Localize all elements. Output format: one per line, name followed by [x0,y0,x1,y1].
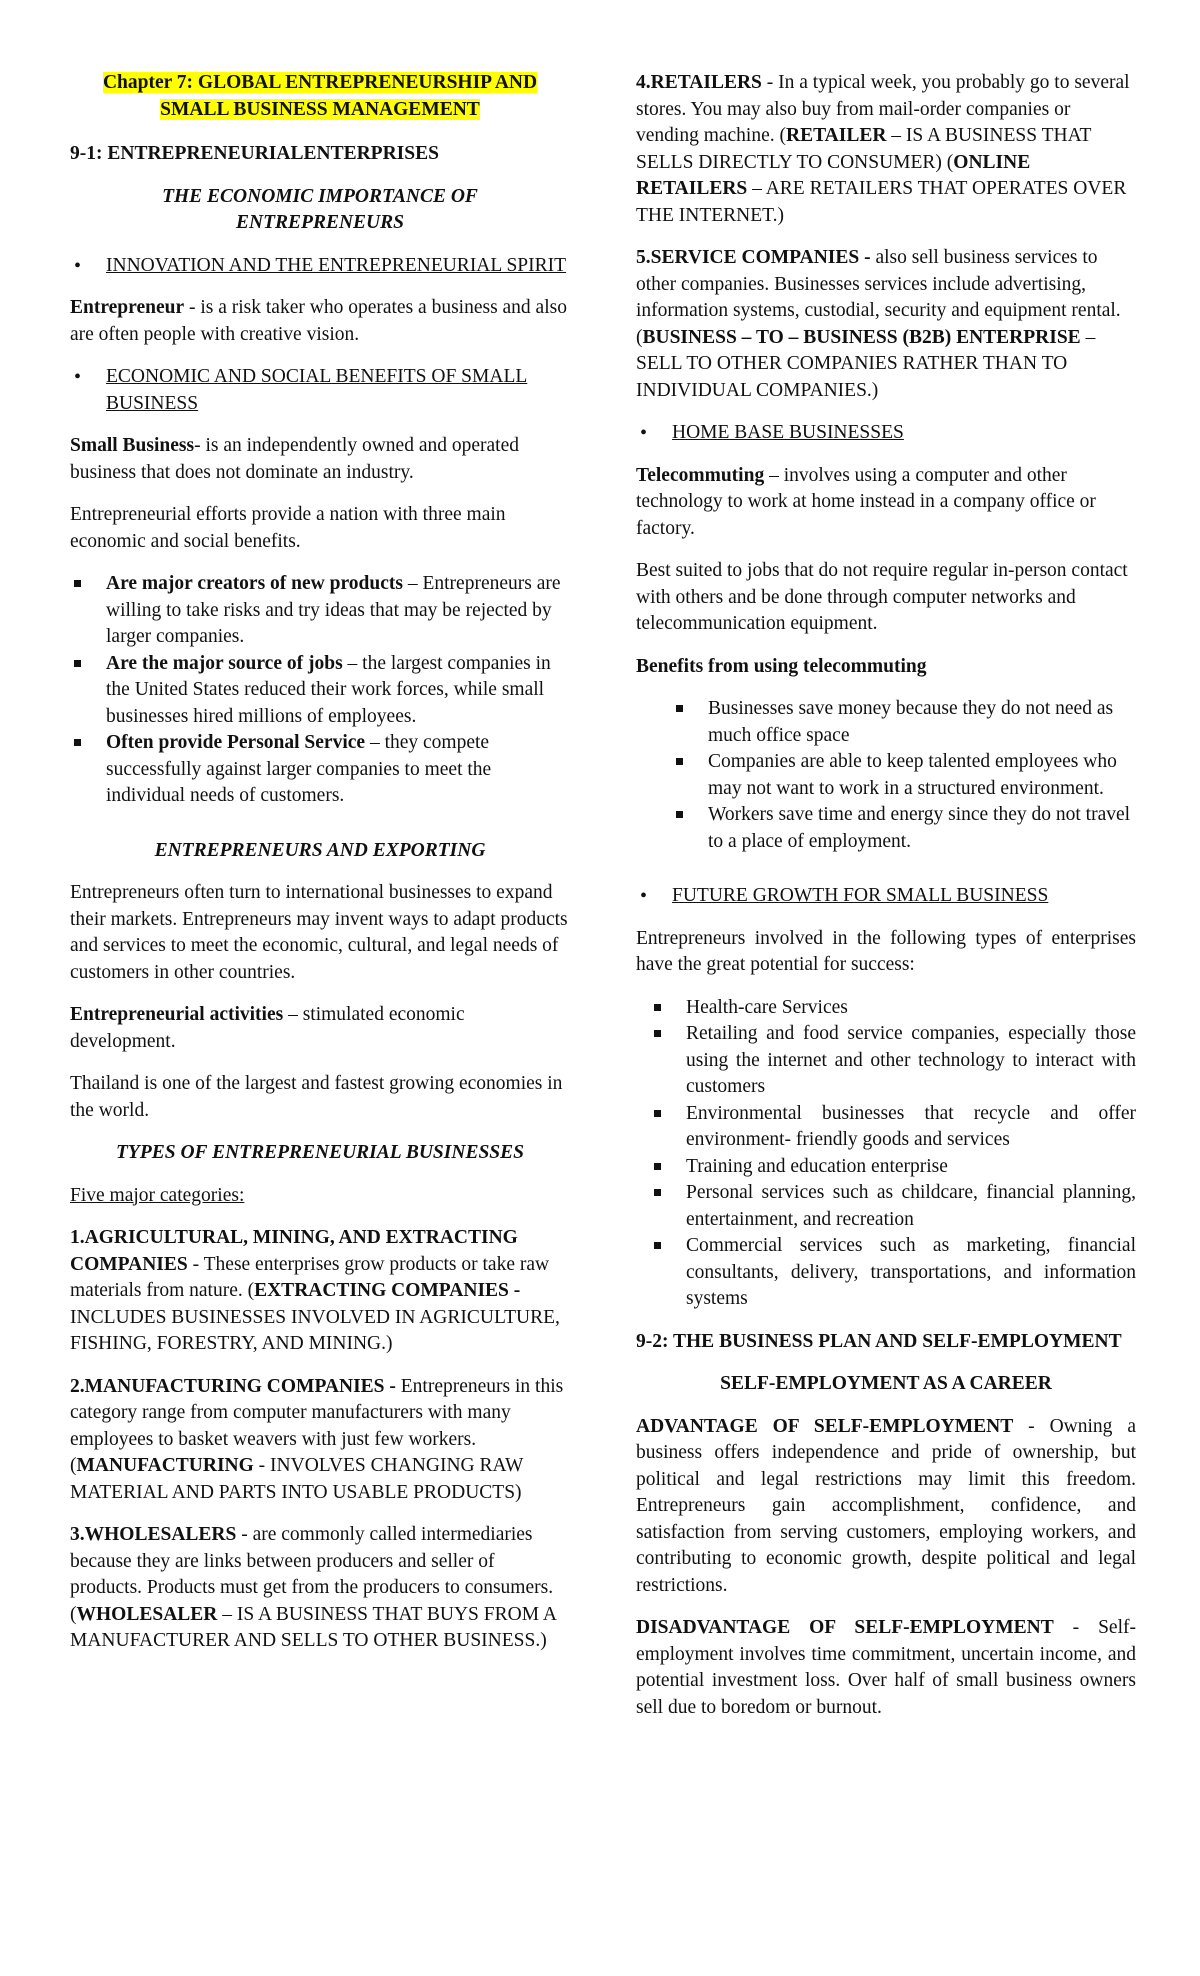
chapter-title [70,70,570,123]
thailand-paragraph: Thailand is one of the largest and fastest growing economies in the world. [70,1073,563,1121]
entrepreneurial-activities-term: Entrepreneurial activities [70,1004,284,1025]
benefit-term: Are the major source of jobs [106,652,343,674]
category-3-term-2: WHOLESALER [76,1603,218,1625]
right-column [636,70,1136,1737]
category-2-text-2: - INVOLVES CHANGING RAW MATERIAL AND PARTS INTO USABLE PRODUCTS) [70,1455,524,1503]
economic-social-list [70,364,570,417]
category-3-text: - are commonly called intermediaries because they are links between producers and seller of products. Products must get from the producers to consumers. ( [70,1524,554,1625]
disadvantage-text: - Self-employment involves time commitment, uncertain income, and potential investment loss. Over half of small business owners sell due to boredom or burnout. [636,1617,1136,1718]
disadvantage-paragraph [636,1615,1136,1721]
economic-importance-heading [70,184,570,237]
five-categories-label: Five major categories: [70,1184,245,1206]
advantage-paragraph [636,1414,1136,1600]
entrepreneur-definition [70,295,570,348]
chapter-title-line-2: SMALL BUSINESS MANAGEMENT [160,98,480,120]
telecommuting-def: – involves using a computer and other technology to work at home instead in a company office or factory. [636,464,1096,539]
list-item: Companies are able to keep talented employees who may not want to work in a structured environment. [636,749,1136,802]
category-5-text-2: – SELL TO OTHER COMPANIES RATHER THAN TO INDIVIDUAL COMPANIES.) [636,326,1096,401]
list-item: Commercial services such as marketing, financial consultants, delivery, transportations, and information systems [636,1233,1136,1313]
home-base-heading: • HOME BASE BUSINESSES [636,420,1136,447]
benefit-term: Often provide Personal Service [106,732,366,753]
advantage-text: - Owning a business offers independence and pride of ownership, but political and legal restrictions may limit this freedom. Entrepreneurs gain accomplishment, confidence, and satisfaction from serving customers, employing workers, and contributing to economic growth, despite political and legal restrictions. [636,1415,1136,1596]
telecommuting-benefits-heading: Benefits from using telecommuting [636,655,927,677]
advantage-term: ADVANTAGE OF SELF-EMPLOYMENT [636,1415,1014,1437]
category-1-term: 1.AGRICULTURAL, MINING, AND EXTRACTING COMPANIES [70,1227,518,1275]
types-heading: TYPES OF ENTREPRENEURIAL BUSINESSES [116,1142,524,1163]
list-item: Training and education enterprise [636,1154,1136,1181]
small-business-term: Small Business [70,435,195,456]
telecommuting-definition [636,463,1136,543]
benefit-item [70,571,570,651]
innovation-list [70,253,570,280]
category-1 [70,1225,570,1358]
growth-items-list [636,995,1136,1313]
category-2-term-2: MANUFACTURING [76,1455,254,1476]
category-5-term-2: BUSINESS – TO – BUSINESS (B2B) ENTERPRISE [642,326,1081,348]
benefit-text: – the largest companies in the United States reduced their work forces, while small businesses hired millions of employees. [106,652,551,727]
category-3-term: 3.WHOLESALERS [70,1524,237,1545]
self-employment-heading: SELF-EMPLOYMENT AS A CAREER [720,1373,1052,1394]
benefit-term: Are major creators of new products [106,573,403,594]
benefit-item [70,651,570,731]
chapter-title-line-1: Chapter 7: GLOBAL ENTREPRENEURSHIP AND [102,72,538,93]
section-heading-9-1: 9-1: ENTREPRENEURIALENTERPRISES [70,143,439,164]
category-4-term-2: RETAILER [786,125,887,146]
economic-social-heading: • ECONOMIC AND SOCIAL BENEFITS OF SMALL BUSINESS [70,364,570,417]
category-2-term: 2.MANUFACTURING COMPANIES - [70,1375,396,1397]
category-1-text: - These enterprises grow products or take raw materials from nature. ( [70,1253,550,1301]
category-1-text-2: INCLUDES BUSINESSES INVOLVED IN AGRICULTURE, FISHING, FORESTRY, AND MINING.) [70,1306,560,1354]
category-4 [636,70,1136,229]
innovation-heading: • INNOVATION AND THE ENTREPRENEURIAL SPIRIT [70,253,570,280]
category-2 [70,1374,570,1507]
category-3-text-2: – IS A BUSINESS THAT BUYS FROM A MANUFACTURER AND SELLS TO OTHER BUSINESS.) [70,1603,556,1651]
section-heading-9-2: 9-2: THE BUSINESS PLAN AND SELF-EMPLOYMENT [636,1330,1122,1352]
economic-importance-line-1: THE ECONOMIC IMPORTANCE OF [162,185,478,207]
list-item: Health-care Services [636,995,1136,1022]
list-item: Retailing and food service companies, especially those using the internet and other technology to interact with customers [636,1021,1136,1101]
exporting-paragraph: Entrepreneurs often turn to international businesses to expand their markets. Entrepreneurs may invent ways to adapt products and services to meet the economic, cultural, and legal needs of customers in other countries. [70,882,568,983]
entrepreneur-def: - is a risk taker who operates a business and also are often people with creative vision. [70,297,567,345]
small-business-def: - is an independently owned and operated business that does not dominate an industry. [70,435,519,483]
future-growth-intro: Entrepreneurs involved in the following types of enterprises have the great potential for success: [636,927,1136,975]
list-item: Personal services such as childcare, financial planning, entertainment, and recreation [636,1180,1136,1233]
entrepreneur-term: Entrepreneur [70,297,185,318]
category-5 [636,245,1136,404]
exporting-heading: ENTREPRENEURS AND EXPORTING [154,839,486,861]
list-item: Environmental businesses that recycle and offer environment- friendly goods and services [636,1101,1136,1154]
left-column [70,70,570,1671]
small-business-definition [70,433,570,486]
category-2-text: Entrepreneurs in this category range from computer manufacturers with many employees to basket weavers with just few workers. ( [70,1375,564,1476]
telecommuting-benefits-list [636,696,1136,855]
list-item: Workers save time and energy since they do not travel to a place of employment. [636,802,1136,855]
three-benefits-intro: Entrepreneurial efforts provide a nation with three main economic and social benefits. [70,504,506,552]
best-suited-paragraph: Best suited to jobs that do not require regular in-person contact with others and be done through computer networks and telecommunication equipment. [636,560,1128,634]
category-5-text: also sell business services to other companies. Businesses services include advertising, information systems, custodial, security and equipment rental. ( [636,247,1121,348]
category-4-text: - In a typical week, you probably go to several stores. You may also buy from mail-order companies or vending machine. ( [636,72,1130,146]
future-growth-list [636,883,1136,910]
telecommuting-term: Telecommuting [636,464,765,486]
category-4-term: 4.RETAILERS [636,72,762,93]
list-item: Businesses save money because they do not need as much office space [636,696,1136,749]
future-growth-heading: • FUTURE GROWTH FOR SMALL BUSINESS [636,883,1136,910]
category-4-text-2: – IS A BUSINESS THAT SELLS DIRECTLY TO CONSUMER) ( [636,125,1092,173]
disadvantage-term: DISADVANTAGE OF SELF-EMPLOYMENT [636,1617,1054,1638]
benefits-list [70,571,570,810]
category-4-term-3: ONLINE RETAILERS [636,151,1031,199]
category-3 [70,1522,570,1655]
benefit-item [70,730,570,810]
category-4-text-3: – ARE RETAILERS THAT OPERATES OVER THE INTERNET.) [636,178,1127,226]
entrepreneurial-activities-def: – stimulated economic development. [70,1004,465,1052]
home-base-list [636,420,1136,447]
benefit-text: – they compete successfully against larger companies to meet the individual needs of customers. [106,732,492,806]
benefit-text: – Entrepreneurs are willing to take risks and try ideas that may be rejected by larger companies. [106,573,561,647]
category-1-term-2: EXTRACTING COMPANIES - [254,1280,521,1301]
economic-importance-line-2: ENTREPRENEURS [236,212,404,233]
category-5-term: 5.SERVICE COMPANIES - [636,247,871,268]
entrepreneurial-activities [70,1002,570,1055]
